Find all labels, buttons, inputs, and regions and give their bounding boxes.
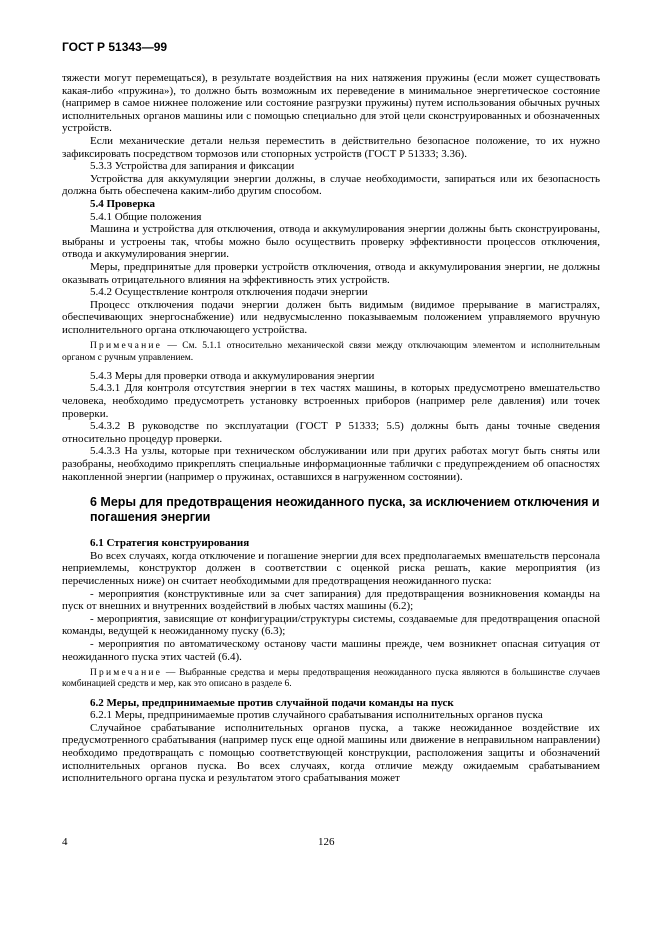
paragraph: Машина и устройства для отключения, отвода и аккумулирования энергии должны быть сконструированы, выбраны и устроены так, чтобы можно было осуществить проверку эффективности процессов отключения, отвода и аккумулирования энергии. <box>62 223 600 261</box>
note-label: Примечание <box>90 341 163 352</box>
paragraph: 5.4.3.3 На узлы, которые при техническом обслуживании или при других работах могут быть сняты или разобраны, необходимо прикреплять специальные информационные таблички с предупреждением об опасностях накопленной энергии (например о пружинах, оставшихся в нагруженном состоянии). <box>62 445 600 483</box>
document-header: ГОСТ Р 51343—99 <box>62 40 168 54</box>
section-heading: 6.1 Стратегия конструирования <box>90 537 250 550</box>
paragraph: Случайное срабатывание исполнительных органов пуска, а также неожиданное воздействие их предусмотренного срабатывания (например пуск еще одной машины или движение в неправильном направлении) необходимо предотвращать с помощью соответствующей конструкции, расположения защиты и обозначений исполнительных органов пуска. Во всех случаях, когда отличие между ожидаемым срабатыванием исполнительного органа пуска и результатом этого срабатывания может <box>62 721 600 785</box>
paragraph: Меры, предпринятые для проверки устройств отключения, отвода и аккумулирования энергии, не должны оказывать отрицательного влияния на эффективность этих устройств. <box>62 260 600 286</box>
paragraph: Если механические детали нельзя переместить в действительно безопасное положение, то их нужно зафиксировать посредством тормозов или стопорных устройств (ГОСТ Р 51333; 3.36). <box>62 134 600 160</box>
paragraph: Во всех случаях, когда отключение и погашение энергии для всех предполагаемых вмешательств персонала неприемлемы, конструктор должен в соответствии с оценкой риска решать, какие мероприятия (из перечисленных ниже) он считает необходимыми для предотвращения неожиданного пуска: <box>62 549 600 587</box>
paragraph: тяжести могут перемещаться), в результате воздействия на них натяжения пружины (если может существовать какая-либо «пружина»), то должно быть возможным их переведение в минимальное энергетическое состояние (например в самое нижнее положение или состояние разгрузки пружины) путем использования обычных ручных исполнительных органов машины или с помощью специально для этой цели сконструированных и обозначенных устройств. <box>62 72 600 135</box>
section-heading: 5.4 Проверка <box>90 197 156 210</box>
subsection-heading: 5.4.2 Осуществление контроля отключения подачи энергии <box>90 286 368 299</box>
paragraph: Устройства для аккумуляции энергии должны, в случае необходимости, запираться или их безопасность должна быть обеспечена каким-либо другим способом. <box>62 172 600 198</box>
note-text: — Выбранные средства и меры предотвращения неожиданного пуска являются в большинстве случаев комбинацией средств и мер, как это описано в разделе 6. <box>62 668 600 690</box>
paragraph: 6.2.1 Меры, предпринимаемые против случайного срабатывания исполнительных органов пуска <box>90 709 543 722</box>
page-number-left: 4 <box>62 836 68 848</box>
subsection-heading: 5.3.3 Устройства для запирания и фиксации <box>90 160 295 173</box>
section-title: 6 Меры для предотвращения неожиданного пуска, за исключением отключения и погашения энергии <box>90 495 600 525</box>
paragraph: Процесс отключения подачи энергии должен быть видимым (видимое прерывание в магистралях, обеспечивающих энергоснабжение) или недвусмысленно показываемым положением управляемого вручную исполнительного органа отключающего устройства. <box>62 298 600 336</box>
list-item: - мероприятия, зависящие от конфигурации/структуры системы, создаваемые для предотвращения опасной команды, ведущей к неожиданному пуску (6.3); <box>62 612 600 638</box>
note <box>62 668 600 690</box>
section-heading: 6.2 Меры, предпринимаемые против случайной подачи команды на пуск <box>90 696 454 709</box>
paragraph: 5.4.3.2 В руководстве по эксплуатации (ГОСТ Р 51333; 5.5) должны быть даны точные сведения относительно процедур проверки. <box>62 420 600 445</box>
page-number-center: 126 <box>318 836 335 848</box>
list-item: - мероприятия по автоматическому останову части машины прежде, чем возникнет опасная ситуация от неожиданного пуска этих частей (6.4). <box>62 637 600 663</box>
document-page <box>62 40 600 785</box>
note-text: — См. 5.1.1 относительно механической связи между отключающим элементом и исполнительным органом с ручным управлением. <box>62 341 600 363</box>
list-item: - мероприятия (конструктивные или за счет запирания) для предотвращения возникновения команды на пуск от внешних и внутренних воздействий в любых частях машины (6.2); <box>62 587 600 613</box>
subsection-heading: 5.4.1 Общие положения <box>90 210 202 223</box>
paragraph: 5.4.3.1 Для контроля отсутствия энергии в тех частях машины, в которых предусмотрено вмешательство человека, необходимо предусмотреть установку встроенных приборов (например реле давления) или точек проверки. <box>62 382 600 420</box>
note-label: Примечание <box>90 668 163 679</box>
note <box>62 341 600 363</box>
subsection-heading: 5.4.3 Меры для проверки отвода и аккумулирования энергии <box>90 369 375 382</box>
